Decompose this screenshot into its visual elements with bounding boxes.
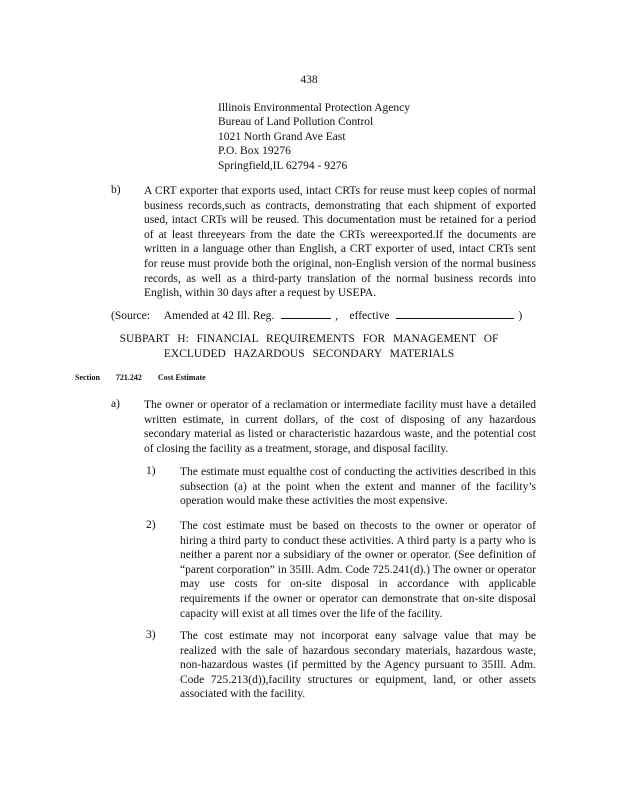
section-label: Section [75,373,100,382]
paragraph-b-marker: b) [111,184,121,196]
effective-date-blank-line [396,308,514,319]
agency-address-block [218,101,410,173]
address-line-agency: Illinois Environmental Protection Agency [218,102,410,114]
subpart-heading-line2: EXCLUDED HAZARDOUS SECONDARY MATERIALS [163,347,455,360]
source-note: (Source: Amended at 42 Ill. Reg. , effective ) [111,310,523,322]
item-2-text: The cost estimate must be based on thecosts to the owner or operator of hiring a third party to conduct these activities. A third party is a party who is neither a parent nor a subsidiary of the owner or operator. (See definition of “parent corporation” in 35Ill. Adm. Code 725.241(d).) The owner or operator may use costs for on-site disposal in accordance with applicable requirements if the owner or operator can demonstrate that on-site disposal capacity will exist at all times over the life of the facility. [180,520,536,620]
address-line-po-box: P.O. Box 19276 [218,145,291,158]
item-1-text: The estimate must equalthe cost of conducting the activities described in this subsection (a) at the point when the extent and manner of the facility’s operation would make these activities the most expensive. [180,466,536,508]
section-heading [75,373,220,382]
item-3-marker: 3) [146,629,156,641]
section-title: Cost Estimate [157,373,206,382]
page-number: 438 [300,74,318,86]
register-blank-line [281,308,331,319]
address-line-city: Springfield,IL 62794 - 9276 [218,159,348,172]
source-amended: Amended at 42 Ill. Reg. [163,310,275,322]
address-line-bureau: Bureau of Land Pollution Control [218,116,374,129]
source-effective: effective [349,310,390,322]
subpart-heading [100,332,518,361]
source-close: ) [518,310,523,322]
source-prefix: (Source: [111,310,150,322]
item-2-marker: 2) [146,519,156,531]
paragraph-a-marker: a) [111,398,120,410]
section-number: 721.242 [115,373,142,382]
address-line-street: 1021 North Grand Ave East [218,130,346,143]
item-3-text: The cost estimate may not incorporat eany salvage value that may be realized with the sale of hazardous secondary materials, hazardous waste, non-hazardous wastes (if permitted by the Agency pursuant to 35Ill. Adm. Code 725.213(d)),facility structures or equipment, land, or other assets associated with the facility. [180,630,536,701]
paragraph-a-text: The owner or operator of a reclamation or intermediate facility must have a detailed written estimate, in current dollars, of the cost of disposing of any hazardous secondary material as listed or characteristic hazardous waste, and the potential cost of closing the facility as a treatment, storage, and disposal facility. [144,399,536,455]
paragraph-b-text: A CRT exporter that exports used, intact CRTs for reuse must keep copies of normal business records,such as contracts, demonstrating that each shipment of exported used, intact CRTs will be reused. This documentation must be retained for a period of at least threeyears from the date the CRTs wereexported.If the documents are written in a language other than English, a CRT exporter of used, intact CRTs sent for reuse must provide both the original, non-English version of the normal business records, as well as a third-party translation of the normal business records into English, within 30 days after a request by USEPA. [144,185,536,300]
subpart-heading-line1: SUBPART H: FINANCIAL REQUIREMENTS FOR MANAGEMENT OF [119,333,499,345]
item-1-marker: 1) [146,465,156,477]
